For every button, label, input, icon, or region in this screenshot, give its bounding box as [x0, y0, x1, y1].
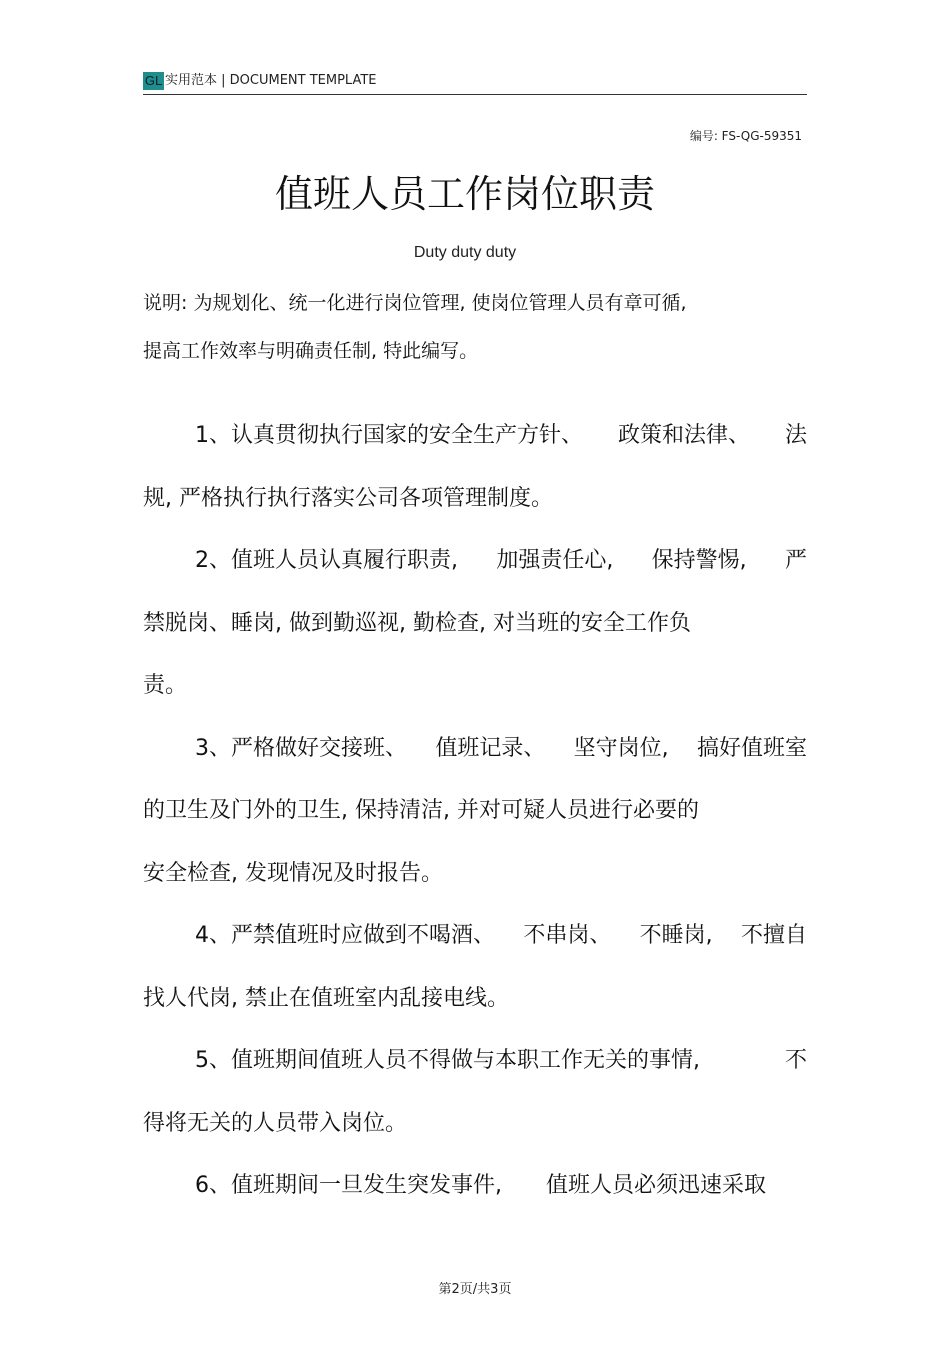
duty-text-segment: 2、值班人员认真履行职责, [195, 548, 458, 573]
page-footer: 第2页/共3页 [438, 1282, 512, 1297]
duty-item-5-first-line [143, 1030, 807, 1093]
duty-text-segment: 值班记录、 [435, 735, 546, 761]
duty-item-5-line: 得将无关的人员带入岗位。 [143, 1110, 408, 1136]
duty-item-6-first-line [143, 1155, 807, 1218]
description-line: 说明: 为规划化、统一化进行岗位管理, 使岗位管理人员有章可循, [143, 292, 687, 314]
duty-item-3-first-line [143, 718, 807, 781]
duty-item-2-line: 责。 [143, 673, 188, 698]
page-header [143, 70, 807, 95]
duty-text-segment: 不擅自 [740, 923, 807, 948]
duty-item-2-first-line [143, 530, 807, 593]
duty-item-4-line: 找人代岗, 禁止在值班室内乱接电线。 [143, 985, 509, 1011]
duty-text-segment: 加强责任心, [496, 548, 614, 573]
gl-logo: GL [144, 73, 163, 88]
description-line: 提高工作效率与明确责任制, 特此编写。 [143, 340, 479, 362]
duty-text-segment: 严 [784, 548, 807, 573]
duty-text-segment: 保持警惕, [651, 548, 747, 573]
duty-item-4-first-line [143, 905, 807, 968]
duty-text-segment: 法 [784, 423, 807, 448]
duty-list [143, 405, 807, 1218]
document-title: 值班人员工作岗位职责 [274, 172, 655, 216]
duty-text-segment: 不串岗、 [523, 923, 612, 948]
description [143, 288, 807, 384]
duty-text-segment: 坚守岗位, [573, 735, 669, 761]
duty-item-3-line: 的卫生及门外的卫生, 保持清洁, 并对可疑人员进行必要的 [143, 798, 699, 823]
duty-text-segment: 政策和法律、 [617, 423, 750, 448]
header-brand-text: 实用范本 | DOCUMENT TEMPLATE [165, 73, 377, 88]
duty-text-segment: 3、严格做好交接班、 [195, 735, 407, 761]
duty-text-segment: 6、值班期间一旦发生突发事件, [195, 1173, 502, 1198]
duty-item-2-line: 禁脱岗、睡岗, 做到勤巡视, 勤检查, 对当班的安全工作负 [143, 610, 691, 636]
duty-text-segment: 搞好值班室 [696, 735, 807, 761]
duty-item-1-line: 规, 严格执行执行落实公司各项管理制度。 [143, 485, 553, 511]
duty-text-segment: 值班人员必须迅速采取 [546, 1173, 767, 1198]
duty-text-segment: 1、认真贯彻执行国家的安全生产方针、 [195, 423, 583, 448]
document-number: 编号: FS-QG-59351 [689, 129, 802, 143]
duty-text-segment: 5、值班期间值班人员不得做与本职工作无关的事情, [195, 1048, 700, 1073]
duty-text-segment: 不 [784, 1048, 807, 1073]
document-subtitle: Duty duty duty [413, 244, 517, 261]
duty-item-1-first-line [143, 405, 807, 468]
duty-text-segment: 不睡岗, [639, 923, 713, 948]
duty-text-segment: 4、严禁值班时应做到不喝酒、 [195, 923, 495, 948]
duty-item-3-line: 安全检查, 发现情况及时报告。 [143, 860, 443, 886]
